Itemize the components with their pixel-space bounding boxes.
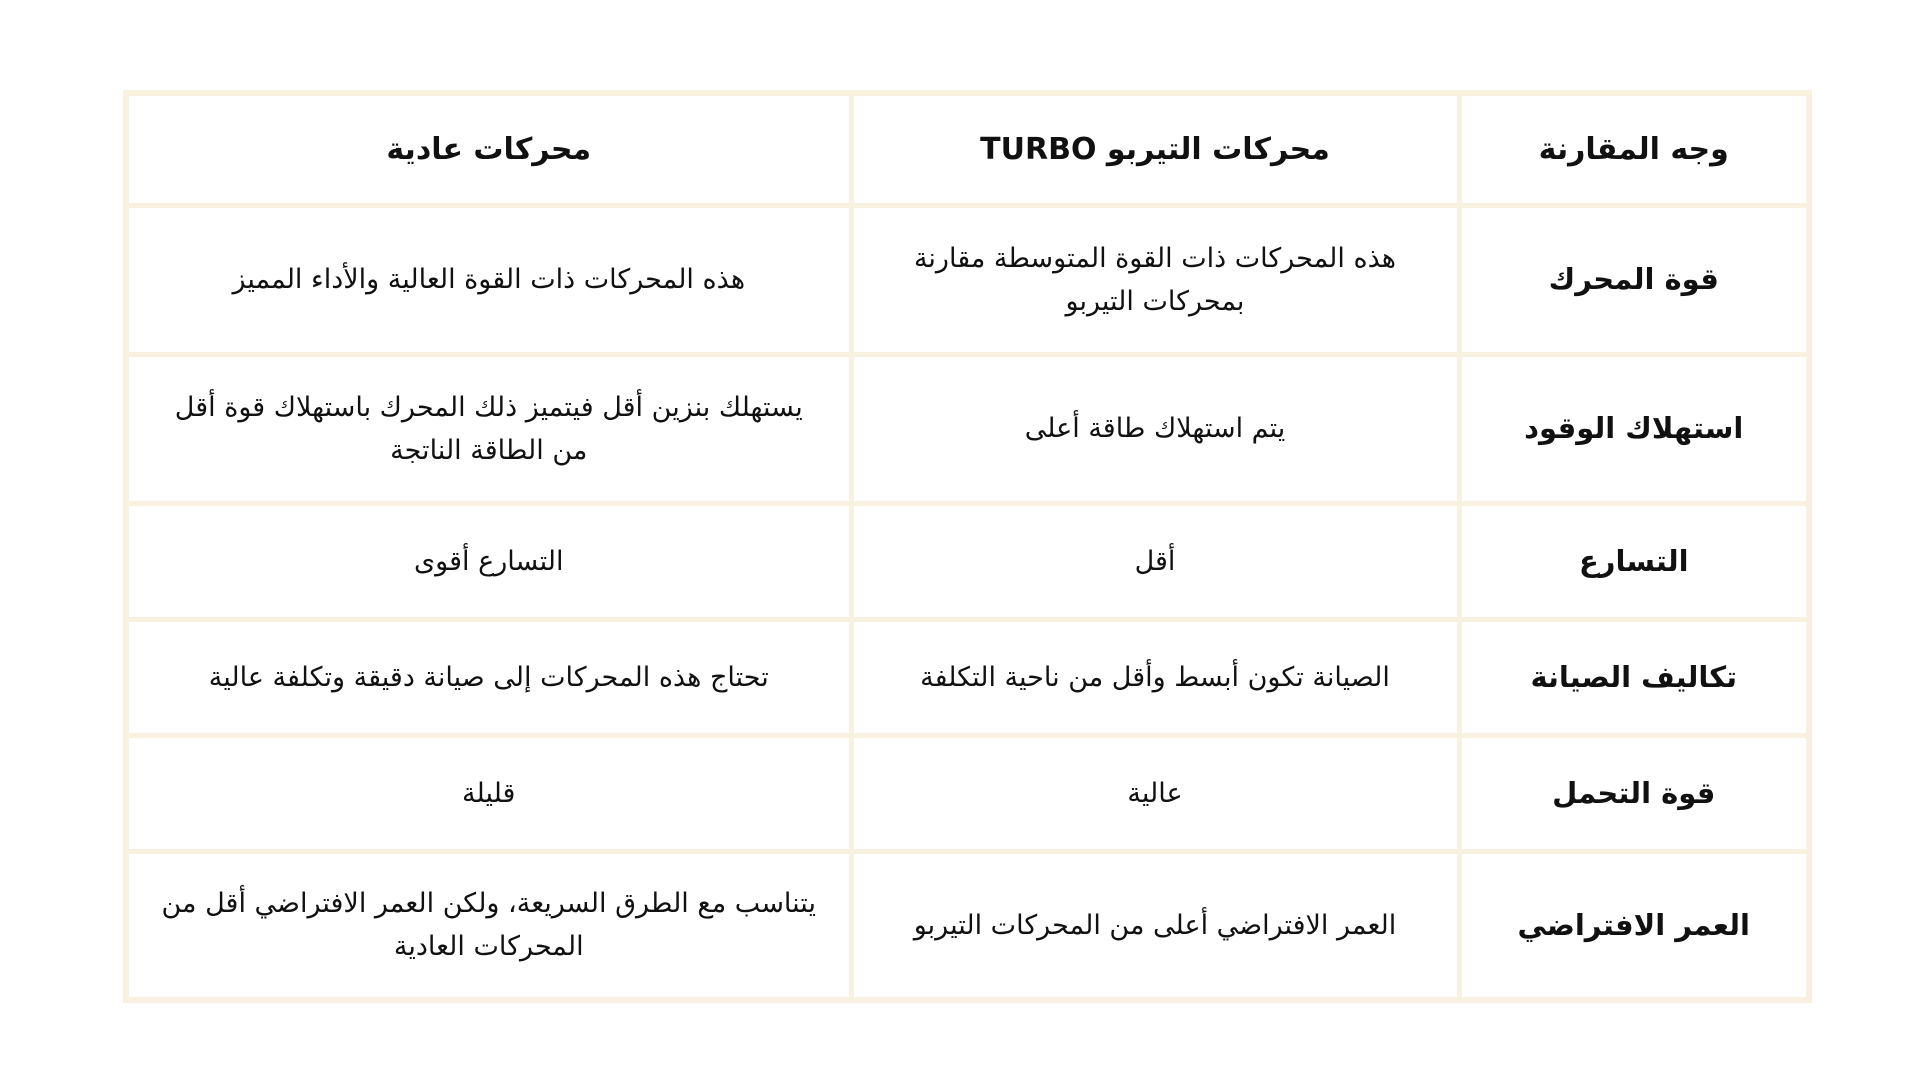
row-label: تكاليف الصيانة bbox=[1459, 619, 1809, 735]
row-label: قوة التحمل bbox=[1459, 735, 1809, 851]
table-row bbox=[126, 354, 1809, 503]
table-cell: هذه المحركات ذات القوة المتوسطة مقارنة بمحركات التيربو bbox=[851, 205, 1459, 354]
table-cell: العمر الافتراضي أعلى من المحركات التيربو bbox=[851, 851, 1459, 1000]
table-cell: قليلة bbox=[126, 735, 851, 851]
table-cell: تحتاج هذه المحركات إلى صيانة دقيقة وتكلفة عالية bbox=[126, 619, 851, 735]
table-row bbox=[126, 851, 1809, 1000]
row-label: قوة المحرك bbox=[1459, 205, 1809, 354]
table-cell: الصيانة تكون أبسط وأقل من ناحية التكلفة bbox=[851, 619, 1459, 735]
table-cell: يتناسب مع الطرق السريعة، ولكن العمر الافتراضي أقل من المحركات العادية bbox=[126, 851, 851, 1000]
table-row bbox=[126, 205, 1809, 354]
comparison-table bbox=[123, 90, 1812, 1003]
table-cell: التسارع أقوى bbox=[126, 503, 851, 619]
table-row bbox=[126, 503, 1809, 619]
header-row bbox=[126, 93, 1809, 205]
table-row bbox=[126, 619, 1809, 735]
table-cell: يتم استهلاك طاقة أعلى bbox=[851, 354, 1459, 503]
header-cell-turbo: محركات التيربو TURBO bbox=[851, 93, 1459, 205]
table-row bbox=[126, 735, 1809, 851]
row-label: استهلاك الوقود bbox=[1459, 354, 1809, 503]
table-cell: عالية bbox=[851, 735, 1459, 851]
table-cell: هذه المحركات ذات القوة العالية والأداء المميز bbox=[126, 205, 851, 354]
header-cell-regular: محركات عادية bbox=[126, 93, 851, 205]
table-cell: أقل bbox=[851, 503, 1459, 619]
header-cell-aspect: وجه المقارنة bbox=[1459, 93, 1809, 205]
table-cell: يستهلك بنزين أقل فيتميز ذلك المحرك باستهلاك قوة أقل من الطاقة الناتجة bbox=[126, 354, 851, 503]
row-label: العمر الافتراضي bbox=[1459, 851, 1809, 1000]
row-label: التسارع bbox=[1459, 503, 1809, 619]
